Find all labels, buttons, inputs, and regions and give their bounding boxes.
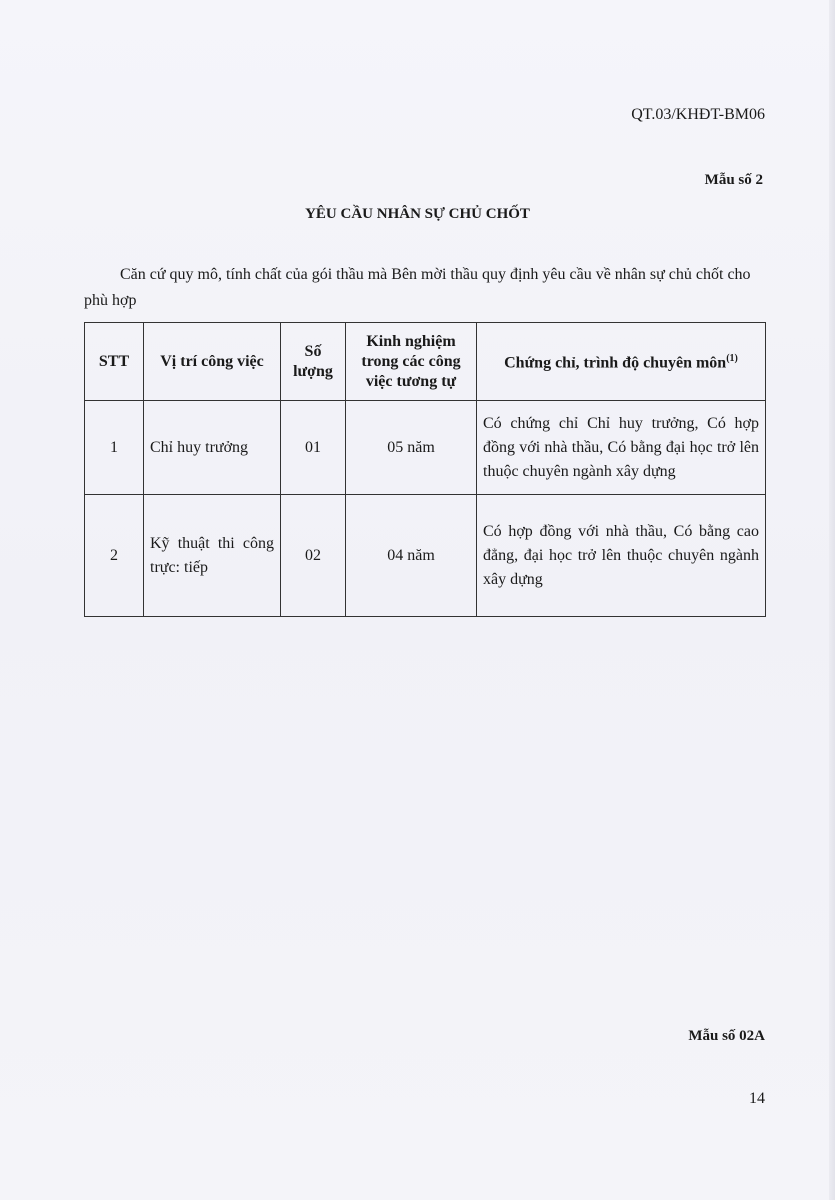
cell-quantity: 02 <box>281 495 346 617</box>
table-row <box>85 495 766 617</box>
header-quantity: Số lượng <box>281 323 346 401</box>
header-stt: STT <box>85 323 144 401</box>
cell-experience: 04 năm <box>346 495 477 617</box>
table-row <box>85 401 766 495</box>
personnel-table <box>84 322 766 617</box>
document-code: QT.03/KHĐT-BM06 <box>631 106 765 123</box>
cell-stt: 2 <box>85 495 144 617</box>
header-position: Vị trí công việc <box>144 323 281 401</box>
cell-position: Kỹ thuật thi công trực: tiếp <box>144 495 281 617</box>
page-title: YÊU CẦU NHÂN SỰ CHỦ CHỐT <box>305 206 530 222</box>
cell-stt: 1 <box>85 401 144 495</box>
intro-paragraph: Căn cứ quy mô, tính chất của gói thầu mà Bên mời thầu quy định yêu cầu về nhân sự chủ chốt cho phù hợp <box>84 266 751 309</box>
cell-certificate: Có hợp đồng với nhà thầu, Có bằng cao đẳng, đại học trở lên thuộc chuyên ngành xây dựng <box>477 495 766 617</box>
page-number: 14 <box>749 1090 765 1107</box>
cell-position: Chỉ huy trưởng <box>144 401 281 495</box>
footnote-marker: (1) <box>726 353 738 365</box>
cell-certificate: Có chứng chỉ Chỉ huy trưởng, Có hợp đồng với nhà thầu, Có bằng đại học trở lên thuộc chuyên ngành xây dựng <box>477 401 766 495</box>
cell-experience: 05 năm <box>346 401 477 495</box>
table-header-row <box>85 323 766 401</box>
header-certificate <box>477 323 766 401</box>
form-number: Mẫu số 2 <box>704 172 763 188</box>
page-edge-shadow <box>829 0 835 1200</box>
header-experience: Kinh nghiệm trong các công việc tương tự <box>346 323 477 401</box>
cell-quantity: 01 <box>281 401 346 495</box>
footer-form-number: Mẫu số 02A <box>688 1028 765 1044</box>
header-certificate-text: Chứng chỉ, trình độ chuyên môn <box>504 354 727 372</box>
